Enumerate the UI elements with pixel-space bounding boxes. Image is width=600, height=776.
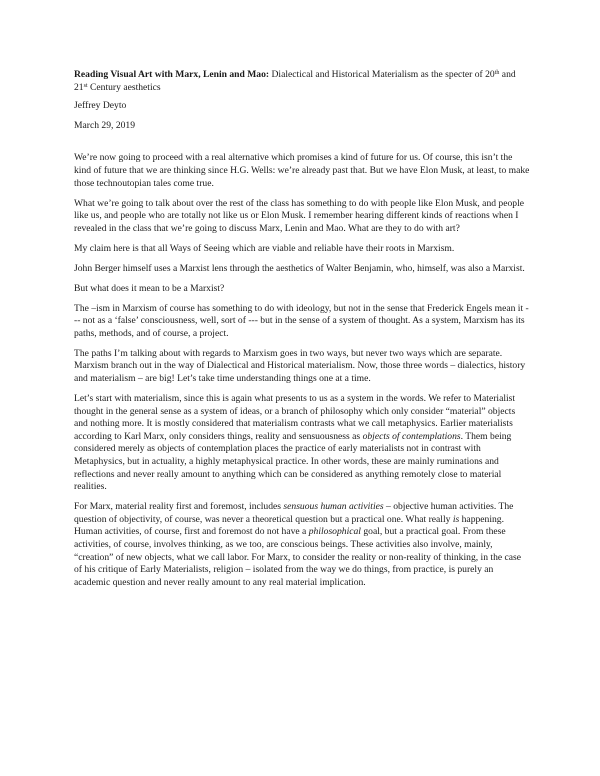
paragraph-text: For Marx, material reality first and foremost, includes (74, 501, 284, 513)
italic-text: philosophical (308, 526, 361, 538)
paragraph: What we’re going to talk about over the rest of the class has something to do with people like Elon Musk, and people like us, and people who are totally not like us or Elon Musk. I remember hearing different kinds of reactions when I revealed in the class that we’re going to discuss Marx, Lenin and Mao. What are they to do with art? (74, 197, 525, 234)
paragraph (74, 393, 530, 494)
paragraph-text: – objective human activities. The question of objectivity, of course, was never a theoretical question but a practical one. What really (74, 501, 514, 525)
paragraph: The –ism in Marxism of course has something to do with ideology, but not in the sense that Frederick Engels mean it --- not as a ‘false’ consciousness, well, sort of --- but in the sense of a system of thought. As a system, Marxism has its paths, methods, and of course, a project. (74, 302, 529, 339)
author: Jeffrey Deyto (74, 100, 127, 112)
title-superscript: th (494, 70, 500, 76)
paragraph: But what does it mean to be a Marxist? (74, 282, 225, 294)
paragraph-text: goal, but a practical goal. From these activities, of course, involves thinking, as we too, are conscious beings. These activities also involve, mainly, “creation” of new objects, what we call labor. For Marx, to consider the reality or non-reality of thinking, in the case of his critique of Early Materialists, religion – isolated from the way we do things, from practice, is purely an academic question and never really amount to any real material implication. (74, 526, 522, 588)
paragraph: John Berger himself uses a Marxist lens through the aesthetics of Walter Benjamin, who, himself, was also a Marxist. (74, 262, 525, 274)
spacer (74, 139, 530, 152)
italic-text: objects of contemplations (362, 430, 461, 442)
paragraph-text: happening. Human activities, of course, first and foremost do not have a (74, 513, 504, 538)
paragraph-text: . Them being considered merely as objects of contemplation places the practice of early materialists not in contrast with Metaphysics, but in actuality, a highly metaphysical practice. In other words, these are mainly ruminations and reflections and never really amount to anything which can be considered as anything remotely close to material realities. (74, 430, 512, 493)
paragraph: My claim here is that all Ways of Seeing which are viable and reliable have their roots in Marxism. (74, 242, 455, 254)
paragraph (74, 501, 530, 589)
paragraph-text: Let’s start with materialism, since this is again what presents to us as a system in the words. We refer to Materialist thought in the general sense as a system of ideas, or a branch of philosophy which only consider “material” objects and nothing more. It is mostly considered that materialism contrasts what we call metaphysics. Earlier materialists according to Karl Marx, only considers things, reality and sensuousness as (74, 393, 516, 442)
italic-text: sensuous human activities (283, 501, 384, 513)
paragraph: The paths I’m talking about with regards to Marxism goes in two ways, but never two ways which are separate. Marxism branch out in the way of Dialectical and Historical materialism. Now, those three words – dialectics, history and materialism – are big! Let’s take time understanding things one at a time. (74, 347, 526, 385)
title-text: Dialectical and Historical Materialism as the specter of 20 (269, 69, 495, 80)
italic-text: is (452, 513, 460, 525)
date: March 29, 2019 (74, 119, 136, 131)
title-bold: Reading Visual Art with Marx, Lenin and Mao: (74, 69, 270, 80)
document-title (74, 69, 530, 94)
title-text: Century aesthetics (87, 81, 161, 93)
paragraph: We’re now going to proceed with a real alternative which promises a kind of future for us. Of course, this isn’t the kind of future that we are thinking since H.G. Wells: we’re already past that. But we have Elon Musk, at least, to make those technoutopian tales come true. (74, 152, 530, 189)
title-superscript: st (83, 82, 88, 89)
title-text: and 21 (74, 69, 516, 93)
